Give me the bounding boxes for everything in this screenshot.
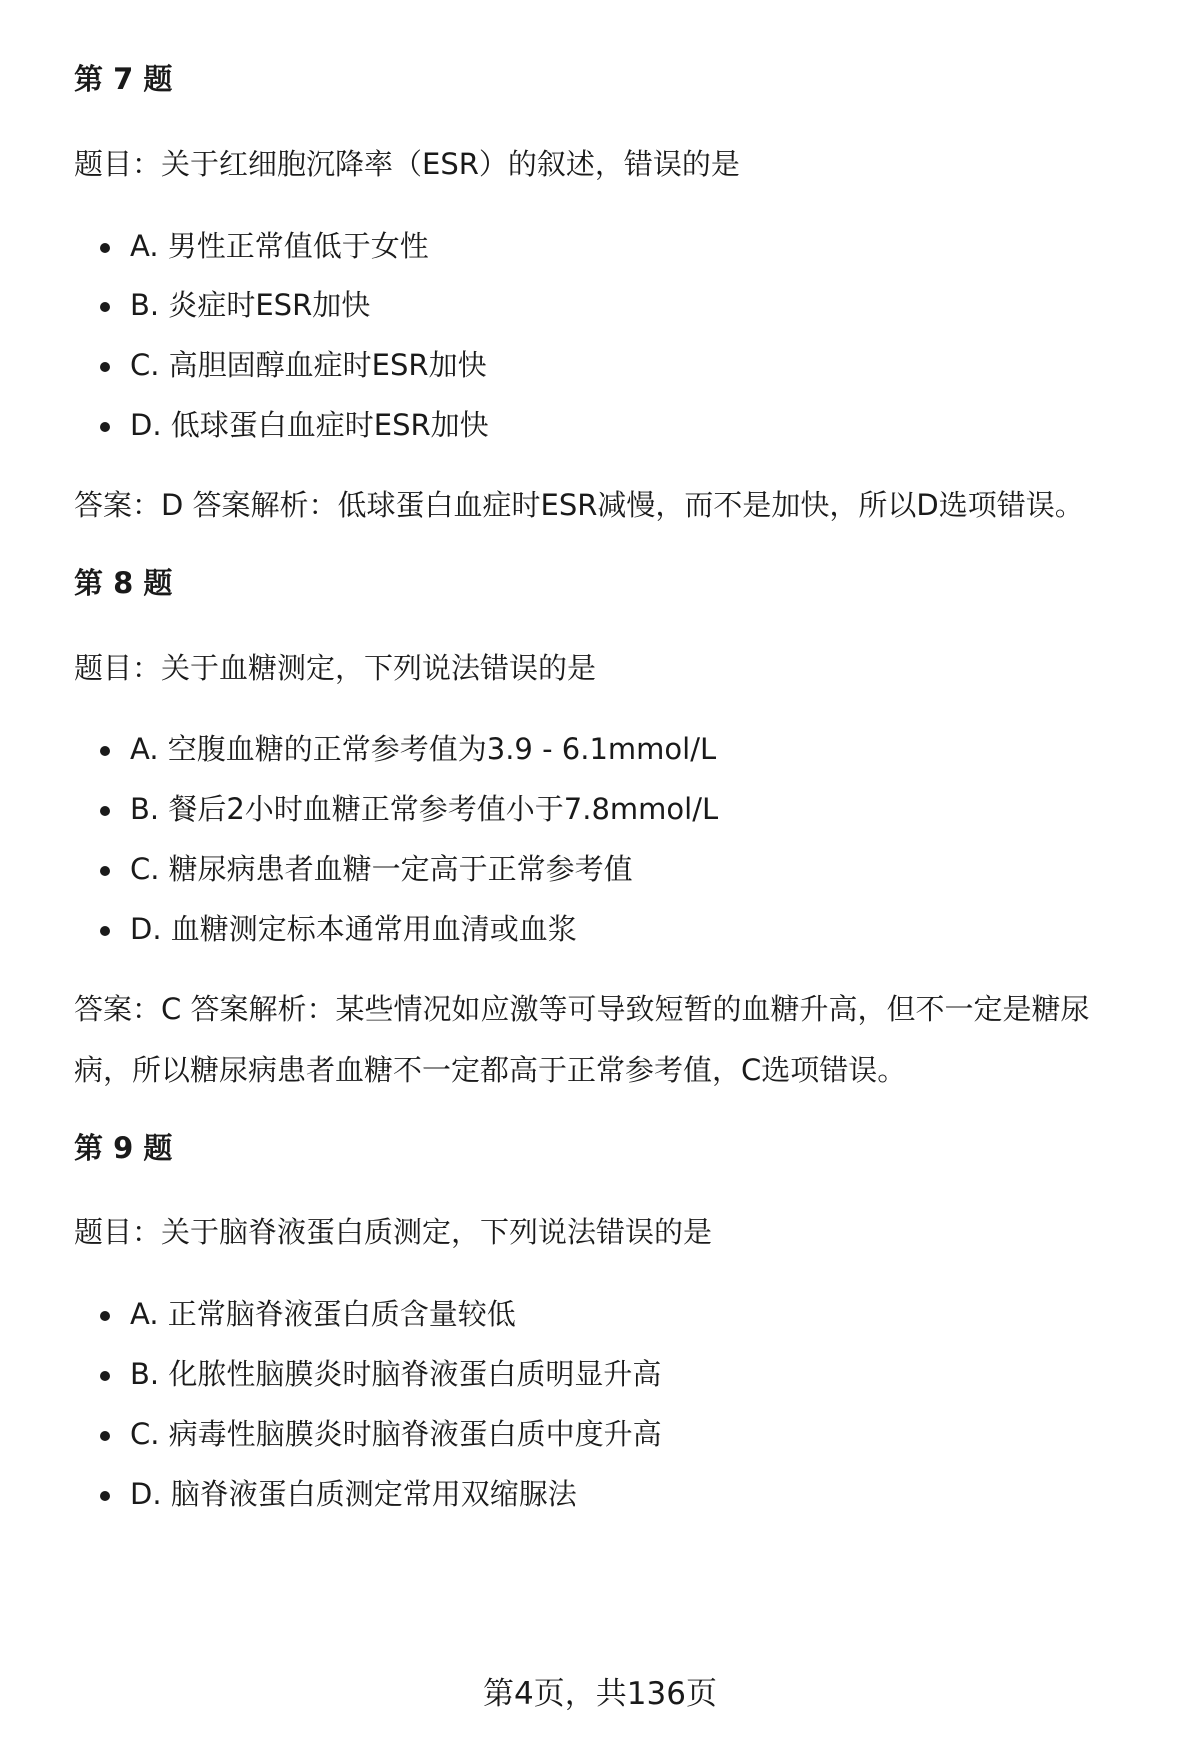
option-item (100, 1417, 1134, 1452)
option-text: C. 病毒性脑膜炎时脑脊液蛋白质中度升高 (130, 1416, 662, 1451)
option-item (100, 912, 1134, 947)
option-text: D. 血糖测定标本通常用血清或血浆 (130, 911, 577, 946)
option-item (100, 229, 1134, 264)
bullet-icon (100, 1311, 110, 1321)
question-heading: 第 7 题 (74, 62, 173, 96)
options-list (74, 732, 1134, 946)
answer-text: 答案：C 答案解析：某些情况如应激等可导致短暂的血糖升高，但不一定是糖尿病，所以糖尿病患者血糖不一定都高于正常参考值，C选项错误。 (74, 991, 1090, 1087)
option-item (100, 1357, 1134, 1392)
option-text: B. 化脓性脑膜炎时脑脊液蛋白质明显升高 (130, 1356, 662, 1391)
question-text: 题目：关于脑脊液蛋白质测定，下列说法错误的是 (74, 1215, 713, 1250)
option-text: B. 炎症时ESR加快 (130, 288, 371, 323)
question-heading: 第 9 题 (74, 1130, 173, 1165)
question-heading: 第 8 题 (74, 565, 173, 600)
option-item (100, 792, 1134, 827)
bullet-icon (100, 422, 110, 432)
option-item (100, 852, 1134, 887)
question-text: 题目：关于血糖测定，下列说法错误的是 (74, 650, 597, 685)
bullet-icon (100, 302, 110, 312)
option-text: A. 男性正常值低于女性 (130, 228, 429, 263)
option-item (100, 1297, 1134, 1332)
option-text: C. 高胆固醇血症时ESR加快 (130, 348, 487, 383)
bullet-icon (100, 1431, 110, 1441)
option-item (100, 288, 1134, 323)
option-text: A. 正常脑脊液蛋白质含量较低 (130, 1297, 516, 1332)
bullet-icon (100, 746, 110, 756)
page-content (74, 62, 1134, 1559)
option-text: D. 低球蛋白血症时ESR加快 (130, 407, 489, 442)
option-item (100, 732, 1134, 767)
option-item (100, 348, 1134, 383)
option-item (100, 408, 1134, 443)
option-text: D. 脑脊液蛋白质测定常用双缩脲法 (130, 1476, 577, 1511)
question-text: 题目：关于红细胞沉降率（ESR）的叙述，错误的是 (74, 146, 740, 181)
bullet-icon (100, 806, 110, 816)
question-block-9 (74, 1131, 1134, 1512)
bullet-icon (100, 243, 110, 253)
bullet-icon (100, 362, 110, 372)
page-number-footer: 第4页，共136页 (483, 1676, 717, 1712)
answer-text: 答案：D 答案解析：低球蛋白血症时ESR减慢，而不是加快，所以D选项错误。 (74, 487, 1084, 522)
options-list (74, 229, 1134, 443)
option-text: B. 餐后2小时血糖正常参考值小于7.8mmol/L (130, 792, 719, 827)
bullet-icon (100, 1371, 110, 1381)
bullet-icon (100, 1491, 110, 1501)
option-text: C. 糖尿病患者血糖一定高于正常参考值 (130, 851, 633, 886)
question-block-7 (74, 62, 1134, 536)
bullet-icon (100, 926, 110, 936)
option-item (100, 1477, 1134, 1512)
option-text: A. 空腹血糖的正常参考值为3.9 - 6.1mmol/L (130, 732, 717, 767)
options-list (74, 1297, 1134, 1511)
bullet-icon (100, 866, 110, 876)
question-block-8 (74, 566, 1134, 1101)
